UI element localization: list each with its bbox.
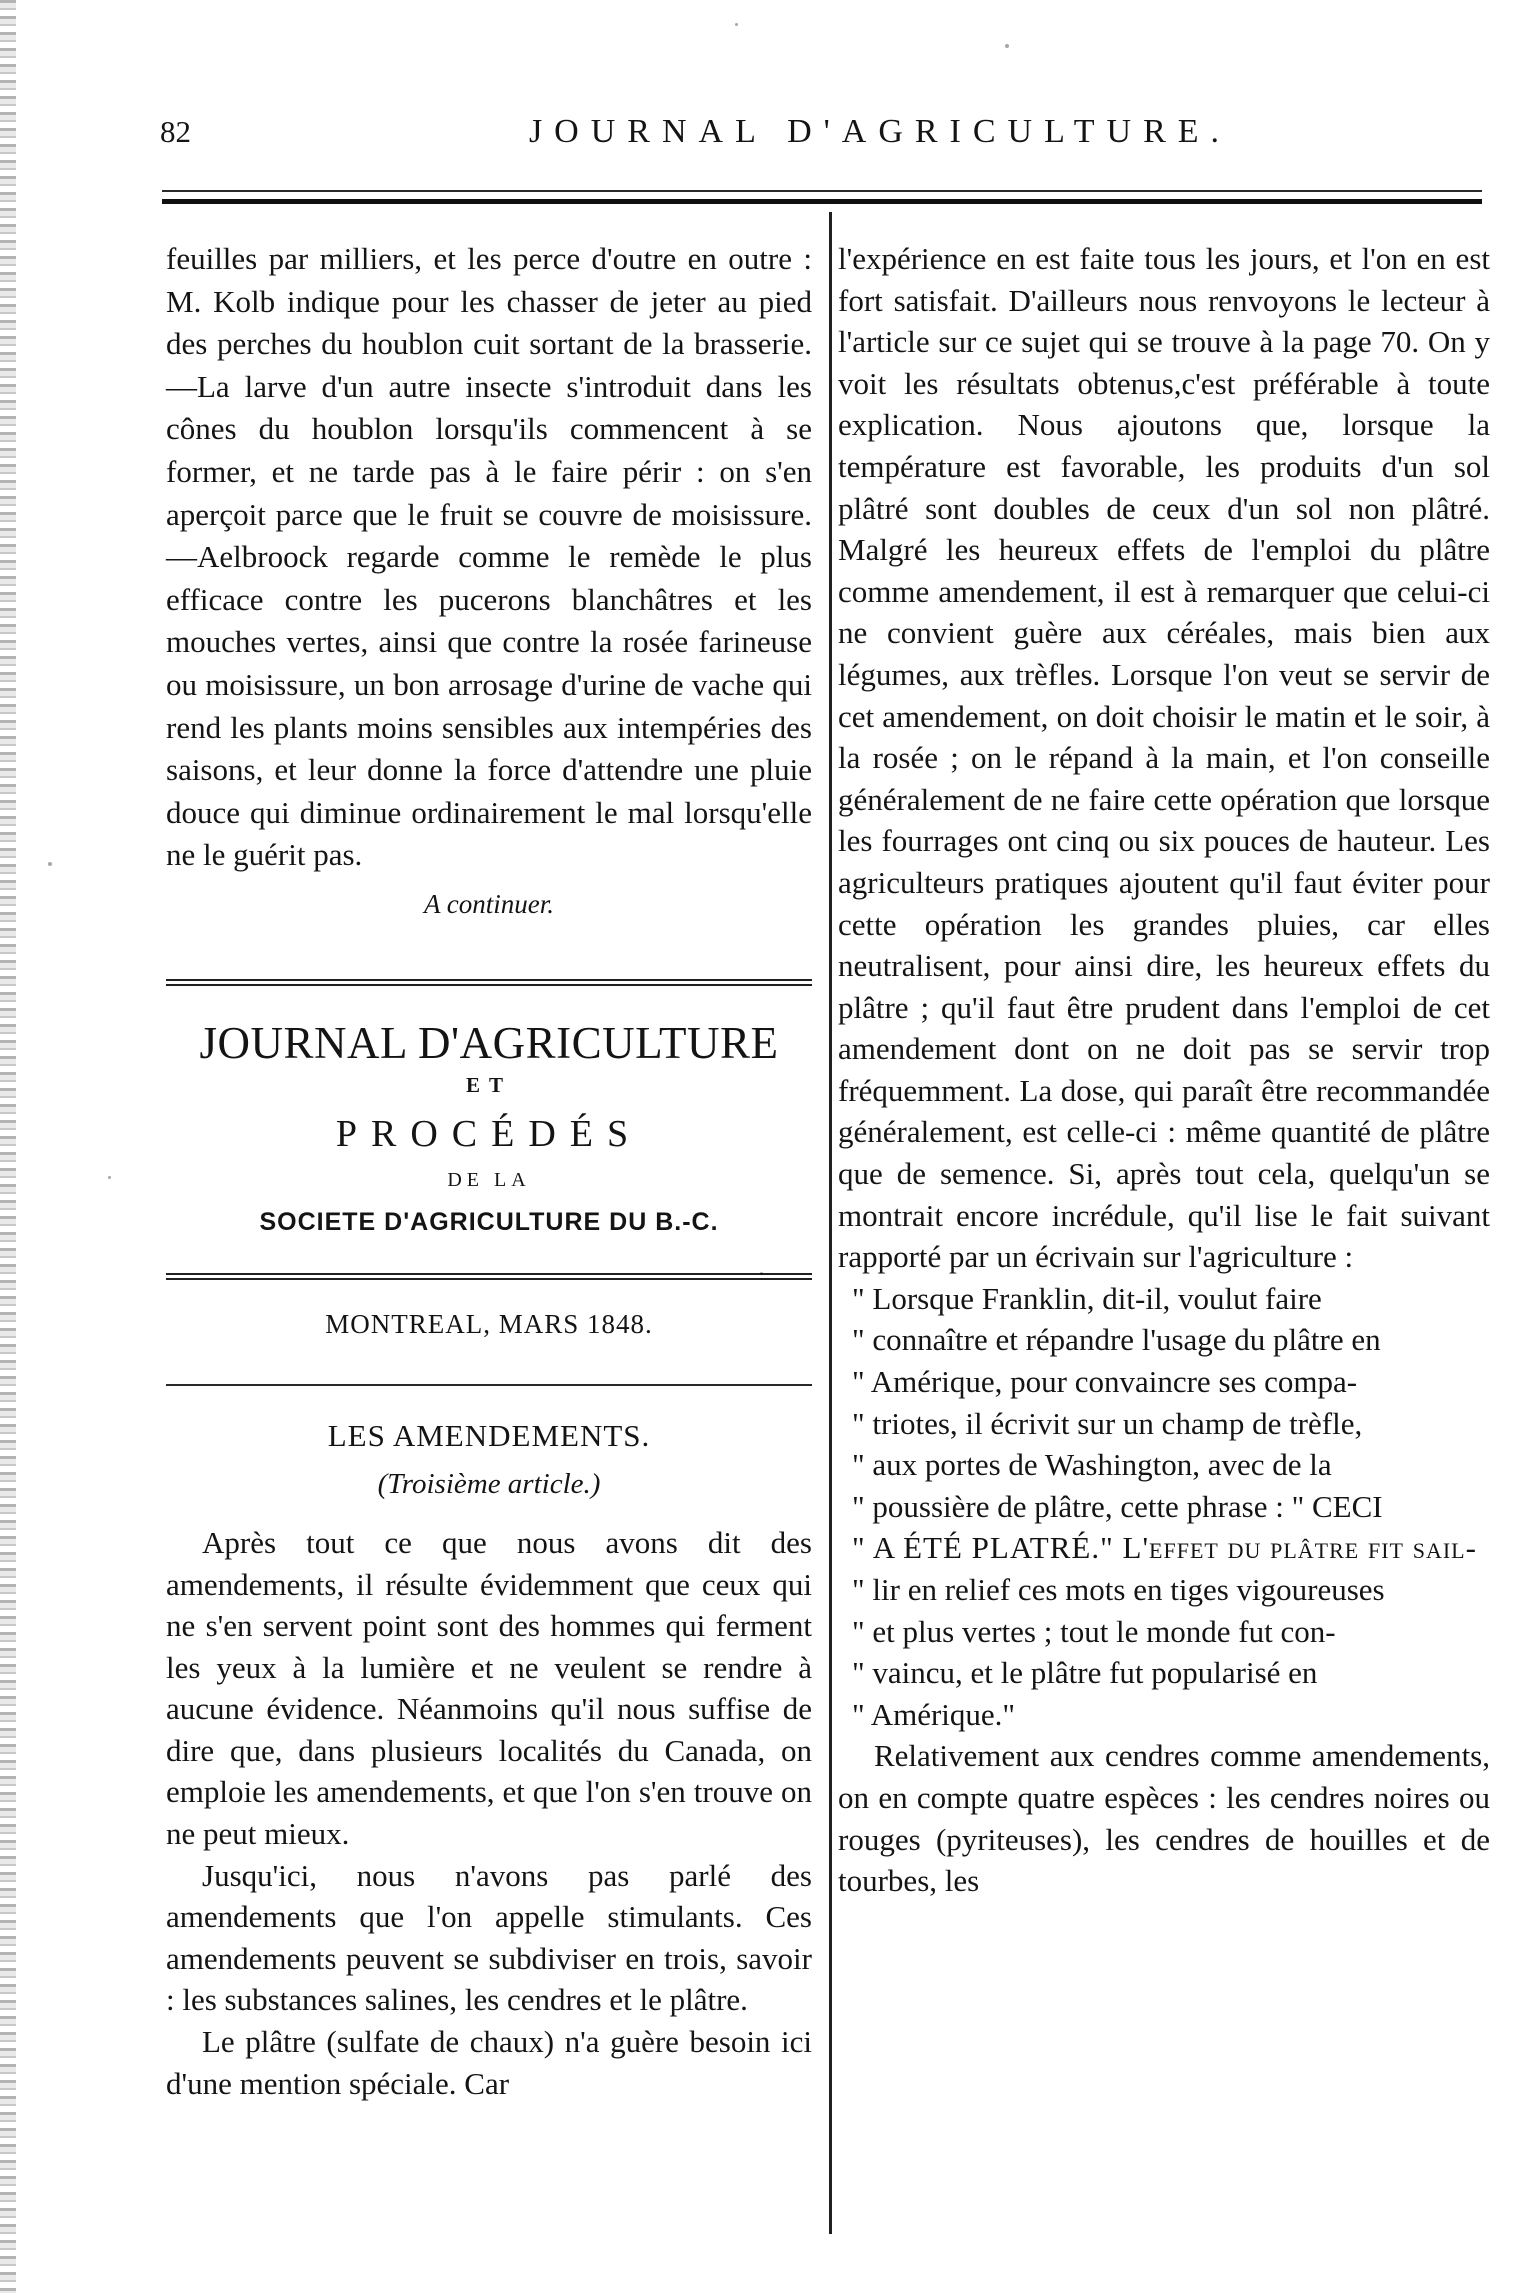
article-subtitle: (Troisième article.) xyxy=(377,1467,601,1500)
masthead-top-rule xyxy=(166,979,812,986)
continuation-note: A continuer. xyxy=(424,888,554,919)
left-column xyxy=(166,238,812,2104)
page-number: 82 xyxy=(160,114,191,149)
scan-speck xyxy=(735,23,738,26)
franklin-quote-line-5: " aux portes de Washington, avec de la xyxy=(852,1447,1332,1483)
masthead-procedes: PROCÉDÉS xyxy=(335,1112,643,1155)
society-name: SOCIETE D'AGRICULTURE DU B.-C. xyxy=(259,1207,719,1236)
article-title: LES AMENDEMENTS. xyxy=(327,1417,651,1453)
scan-speck xyxy=(760,1272,763,1275)
franklin-quote-line-6: " poussière de plâtre, cette phrase : " CECI xyxy=(852,1488,1383,1524)
right-paragraph-1: l'expérience en est faite tous les jours, et l'on en est fort satisfait. D'ailleurs nous renvoyons le lecteur à l'article sur ce sujet qui se trouve à la page 70. On y voit les résultats obtenus,c'est préférable à toute explication. Nous ajoutons que, lorsque la température est favorable, les produits d'un sol plâtré sont doubles de ceux d'un sol non plâtré. Malgré les heureux effets de l'emploi du plâtre comme amendement, il est à remarquer que celui-ci ne convient guère aux céréales, mais bien aux légumes, aux trèfles. Lorsque l'on veut se servir de cet amendement, on doit choisir le matin et le soir, à la rosée ; on le répand à la main, et l'on conseille généralement de ne faire cette opération que lorsque les fourrages ont cinq ou six pouces de hauteur. Les agriculteurs pratiques ajoutent qu'il faut éviter pour cette opération les grandes pluies, car elles neutralisent, pour ainsi dire, les heureux effets du plâtre ; qu'il faut être prudent dans l'emploi de cet amendement dont on ne doit pas se servir trop fréquemment. La dose, qui paraît être recommandée généralement, est celle-ci : même quantité de plâtre que de semence. Si, après tout cela, quelqu'un se montrait encore incrédule, qu'il lise le fait suivant rapporté par un écrivain sur l'agriculture : xyxy=(838,241,1490,1275)
franklin-quote-line-8: " lir en relief ces mots en tiges vigoureuses xyxy=(852,1572,1385,1607)
article-paragraph-2: Jusqu'ici, nous n'avons pas parlé des amendements que l'on appelle stimulants. Ces amendements peuvent se subdiviser en trois, savoir : les substances salines, les cendres et le plâtre. xyxy=(166,1857,812,2018)
running-title: JOURNAL D'AGRICULTURE. xyxy=(528,113,1232,150)
left-opening-text: feuilles par milliers, et les perce d'outre en outre : M. Kolb indique pour les chasser de jeter au pied des perches du houblon cuit sortant de la brasserie.—La larve d'un autre insecte s'introduit dans les cônes du houblon lorsqu'ils commencent à se former, et ne tarde pas à le faire périr : on s'en aperçoit parce que le fruit se couvre de moisissure.—Aelbroock regarde comme le remède le plus efficace contre les pucerons blanchâtres et les mouches vertes, ainsi que contre la rosée farineuse ou moisissure, un bon arrosage d'urine de vache qui rend les plants moins sensibles aux intempéries des saisons, et leur donne la force d'attendre une pluie douce qui diminue ordinairement le mal lorsqu'elle ne le guérit pas. xyxy=(166,241,812,873)
franklin-quote-line-2: " connaître et répandre l'usage du plâtre en xyxy=(852,1322,1381,1358)
dateline: MONTREAL, MARS 1848. xyxy=(325,1308,653,1339)
page-header xyxy=(160,110,1488,158)
masthead-et: ET xyxy=(465,1072,512,1097)
dateline-rule xyxy=(166,1384,812,1386)
franklin-quote-line-4: " triotes, il écrivit sur un champ de trèfle, xyxy=(852,1405,1363,1441)
scan-speck xyxy=(108,1176,111,1179)
franklin-quote-line-1: " Lorsque Franklin, dit-il, voulut faire xyxy=(852,1280,1322,1316)
article-body-left xyxy=(166,1522,812,2104)
right-column xyxy=(838,238,1490,1902)
header-rule-thick xyxy=(162,199,1482,204)
scan-speck xyxy=(48,862,52,866)
franklin-quote-line-7: " A ÉTÉ PLATRÉ." L'effet du plâtre fit sail- xyxy=(852,1530,1477,1566)
journal-masthead-title: JOURNAL D'AGRICULTURE xyxy=(199,1017,779,1068)
column-divider xyxy=(829,212,832,2234)
masthead-de-la: DE LA xyxy=(447,1168,531,1191)
franklin-quote-line-3: " Amérique, pour convaincre ses compa- xyxy=(852,1364,1358,1400)
article-paragraph-1: Après tout ce que nous avons dit des amendements, il résulte évidemment que ceux qui ne s'en servent point sont des hommes qui ferment les yeux à la lumière et ne veulent se rendre à aucune évidence. Néanmoins qu'il nous suffise de dire que, dans plusieurs localités du Canada, on emploie les amendements, et que l'on s'en trouve on ne peut mieux. xyxy=(166,1524,812,1852)
franklin-quote-line-9: " et plus vertes ; tout le monde fut con- xyxy=(852,1613,1336,1649)
franklin-quote-line-11: " Amérique." xyxy=(852,1696,1016,1732)
article-paragraph-3: Le plâtre (sulfate de chaux) n'a guère besoin ici d'une mention spéciale. Car xyxy=(166,2024,812,2101)
franklin-quote-line-10: " vaincu, et le plâtre fut popularisé en xyxy=(852,1655,1318,1691)
scan-edge-noise xyxy=(0,0,16,2293)
header-rule-thin xyxy=(162,190,1482,192)
right-paragraph-2: Relativement aux cendres comme amendements, on en compte quatre espèces : les cendres noires ou rouges (pyriteuses), les cendres de houilles et de tourbes, les xyxy=(838,1738,1490,1899)
masthead-bottom-rule xyxy=(166,1273,812,1280)
scan-speck xyxy=(1005,44,1009,48)
